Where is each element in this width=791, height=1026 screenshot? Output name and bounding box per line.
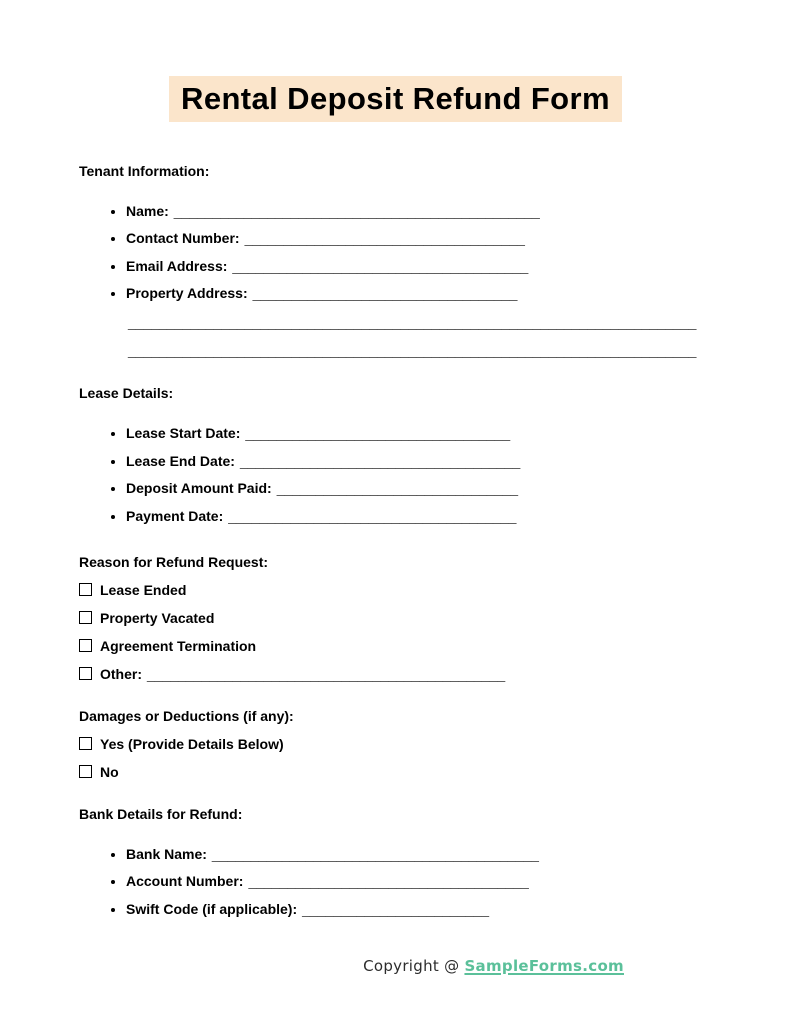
- field-swift-code-blank-line: ________________________: [302, 900, 489, 917]
- field-payment-date: [126, 503, 712, 531]
- bank-section-heading: Bank Details for Refund:: [79, 805, 243, 822]
- option-other: [79, 661, 712, 689]
- field-property-address-label: Property Address:: [126, 285, 248, 302]
- reason-section-heading: Reason for Refund Request:: [79, 554, 269, 571]
- field-property-address-blank-line: __________________________________: [252, 285, 518, 302]
- damages-section-heading: Damages or Deductions (if any):: [79, 708, 294, 725]
- field-contact-number-label: Contact Number:: [126, 230, 240, 247]
- field-deposit-amount-paid-label: Deposit Amount Paid:: [126, 480, 272, 497]
- field-swift-code-label: Swift Code (if applicable):: [126, 900, 298, 917]
- reason-options: [79, 577, 712, 688]
- field-bank-name-label: Bank Name:: [126, 845, 207, 862]
- copyright-text: Copyright @: [363, 957, 460, 976]
- option-property-vacated-label: Property Vacated: [100, 610, 215, 627]
- field-swift-code: [126, 896, 712, 924]
- damages-options: [79, 731, 712, 786]
- field-account-number: [126, 868, 712, 896]
- field-name-label: Name:: [126, 202, 169, 219]
- option-lease-ended-label: Lease Ended: [100, 582, 187, 599]
- field-payment-date-blank-line: _____________________________________: [228, 507, 517, 524]
- option-yes: [79, 731, 712, 759]
- field-lease-start-date-blank-line: __________________________________: [245, 425, 511, 442]
- lease-section-heading: Lease Details:: [79, 385, 174, 402]
- field-email-address: [126, 253, 712, 281]
- field-lease-end-date: [126, 448, 712, 476]
- footer: [79, 956, 712, 976]
- field-payment-date-label: Payment Date:: [126, 507, 224, 524]
- title-block: [79, 0, 712, 122]
- property-address-extra-line-2: [128, 336, 712, 364]
- field-contact-number-blank-line: ____________________________________: [244, 230, 525, 247]
- property-address-extra-line-1: [128, 308, 712, 336]
- option-lease-ended: [79, 577, 712, 605]
- option-no-label: No: [100, 763, 119, 780]
- bank-field-list: [79, 841, 712, 924]
- field-deposit-amount-paid-blank-line: _______________________________: [276, 480, 519, 497]
- blank-line: _________________________________________________________________________: [128, 342, 697, 359]
- checkbox-icon: [79, 737, 92, 750]
- checkbox-icon: [79, 765, 92, 778]
- field-contact-number: [126, 225, 712, 253]
- field-name: [126, 198, 712, 226]
- field-account-number-label: Account Number:: [126, 873, 244, 890]
- field-lease-start-date: [126, 420, 712, 448]
- option-no: [79, 759, 712, 787]
- option-agreement-termination-label: Agreement Termination: [100, 637, 257, 654]
- field-bank-name-blank-line: __________________________________________: [211, 845, 539, 862]
- option-other-blank-line: ______________________________________________: [147, 665, 506, 682]
- field-property-address: [126, 280, 712, 308]
- option-property-vacated: [79, 605, 712, 633]
- tenant-field-list: [79, 198, 712, 308]
- page-title: Rental Deposit Refund Form: [169, 76, 622, 122]
- option-yes-label: Yes (Provide Details Below): [100, 736, 284, 753]
- blank-line: _________________________________________________________________________: [128, 314, 697, 331]
- tenant-section-heading: Tenant Information:: [79, 162, 210, 179]
- checkbox-icon: [79, 667, 92, 680]
- field-deposit-amount-paid: [126, 475, 712, 503]
- option-agreement-termination: [79, 633, 712, 661]
- field-account-number-blank-line: ____________________________________: [248, 873, 529, 890]
- field-lease-start-date-label: Lease Start Date:: [126, 425, 241, 442]
- field-name-blank-line: _______________________________________________: [173, 202, 540, 219]
- field-lease-end-date-label: Lease End Date:: [126, 452, 235, 469]
- checkbox-icon: [79, 611, 92, 624]
- checkbox-icon: [79, 639, 92, 652]
- field-email-address-label: Email Address:: [126, 257, 228, 274]
- sampleforms-link[interactable]: SampleForms.com: [464, 957, 624, 976]
- checkbox-icon: [79, 583, 92, 596]
- field-lease-end-date-blank-line: ____________________________________: [239, 452, 521, 469]
- option-other-label: Other:: [100, 665, 142, 682]
- field-bank-name: [126, 841, 712, 869]
- field-email-address-blank-line: ______________________________________: [232, 257, 529, 274]
- lease-field-list: [79, 420, 712, 530]
